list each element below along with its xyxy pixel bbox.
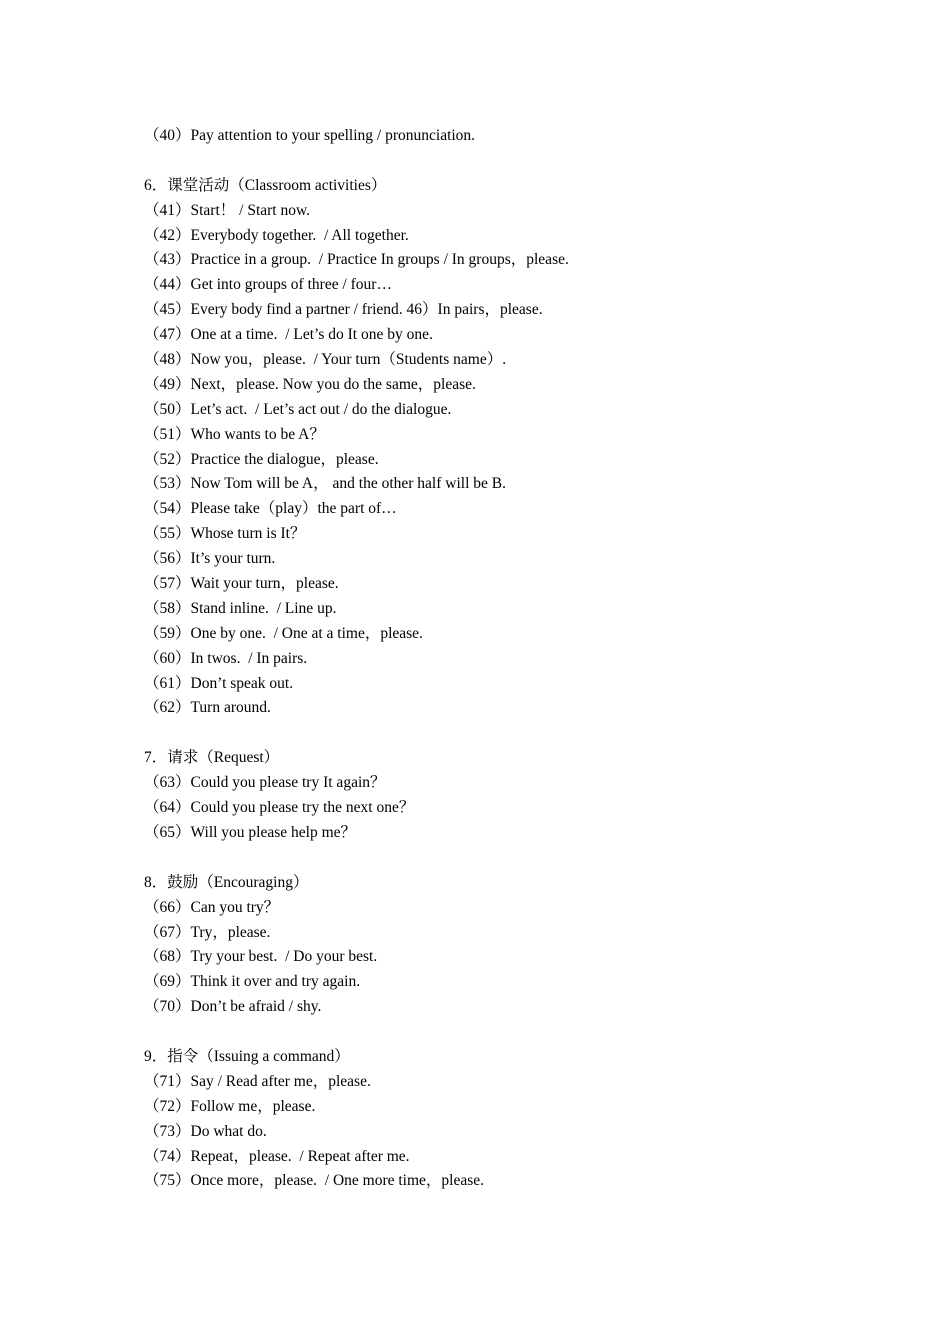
section-heading: 6．课堂活动（Classroom activities） — [144, 176, 387, 194]
list-item: （40）Pay attention to your spelling / pronunciation. — [144, 127, 476, 144]
list-item: （59）One by one. / One at a time，please. — [144, 624, 423, 642]
list-item: （42）Everybody together. / All together. — [144, 226, 409, 244]
list-item: （60）In twos. / In pairs. — [144, 649, 308, 667]
document-body — [144, 124, 844, 1194]
list-item: （56）It’s your turn. — [144, 550, 276, 568]
list-item: （58）Stand inline. / Line up. — [144, 599, 337, 617]
list-item: （69）Think it over and try again. — [144, 973, 361, 991]
list-item: （61）Don’t speak out. — [144, 674, 294, 692]
list-item: （52）Practice the dialogue，please. — [144, 450, 379, 468]
blank-line — [144, 846, 844, 871]
blank-line — [144, 149, 844, 174]
list-item: （54）Please take（play）the part of… — [144, 500, 397, 518]
list-item: （71）Say / Read after me，please. — [144, 1072, 371, 1090]
list-item: （73）Do what do. — [144, 1122, 267, 1140]
list-item: （62）Turn around. — [144, 699, 271, 717]
list-item: （63）Could you please try It again？ — [144, 774, 386, 792]
list-item: （66）Can you try？ — [144, 898, 280, 916]
list-item: （55）Whose turn is It？ — [144, 525, 306, 543]
list-item: （51）Who wants to be A？ — [144, 425, 325, 443]
blank-line — [144, 721, 844, 746]
list-item: （72）Follow me，please. — [144, 1097, 316, 1115]
list-item: （75）Once more，please. / One more time，please. — [144, 1172, 485, 1190]
list-item: （64）Could you please try the next one？ — [144, 799, 415, 817]
list-item: （45）Every body find a partner / friend. 46）In pairs，please. — [144, 301, 543, 319]
section-heading: 8．鼓励（Encouraging） — [144, 873, 309, 891]
list-item: （44）Get into groups of three / four… — [144, 276, 392, 294]
list-item: （65）Will you please help me？ — [144, 823, 357, 841]
list-item: （57）Wait your turn，please. — [144, 575, 339, 593]
list-item: （70）Don’t be afraid / shy. — [144, 998, 322, 1016]
list-item: （68）Try your best. / Do your best. — [144, 948, 378, 966]
list-item: （53）Now Tom will be A， and the other half will be B. — [144, 475, 506, 493]
list-item: （49）Next，please. Now you do the same，please. — [144, 375, 476, 393]
list-item: （41）Start！ / Start now. — [144, 201, 311, 219]
list-item: （47）One at a time. / Let’s do It one by one. — [144, 326, 433, 344]
list-item: （67）Try，please. — [144, 923, 271, 941]
blank-line — [144, 1020, 844, 1045]
section-heading: 9．指令（Issuing a command） — [144, 1047, 350, 1065]
list-item: （74）Repeat，please. / Repeat after me. — [144, 1147, 410, 1165]
section-heading: 7．请求（Request） — [144, 749, 280, 767]
list-item: （48）Now you，please. / Your turn（Students name）. — [144, 351, 507, 369]
list-item: （43）Practice in a group. / Practice In groups / In groups，please. — [144, 251, 569, 269]
list-item: （50）Let’s act. / Let’s act out / do the dialogue. — [144, 400, 452, 418]
